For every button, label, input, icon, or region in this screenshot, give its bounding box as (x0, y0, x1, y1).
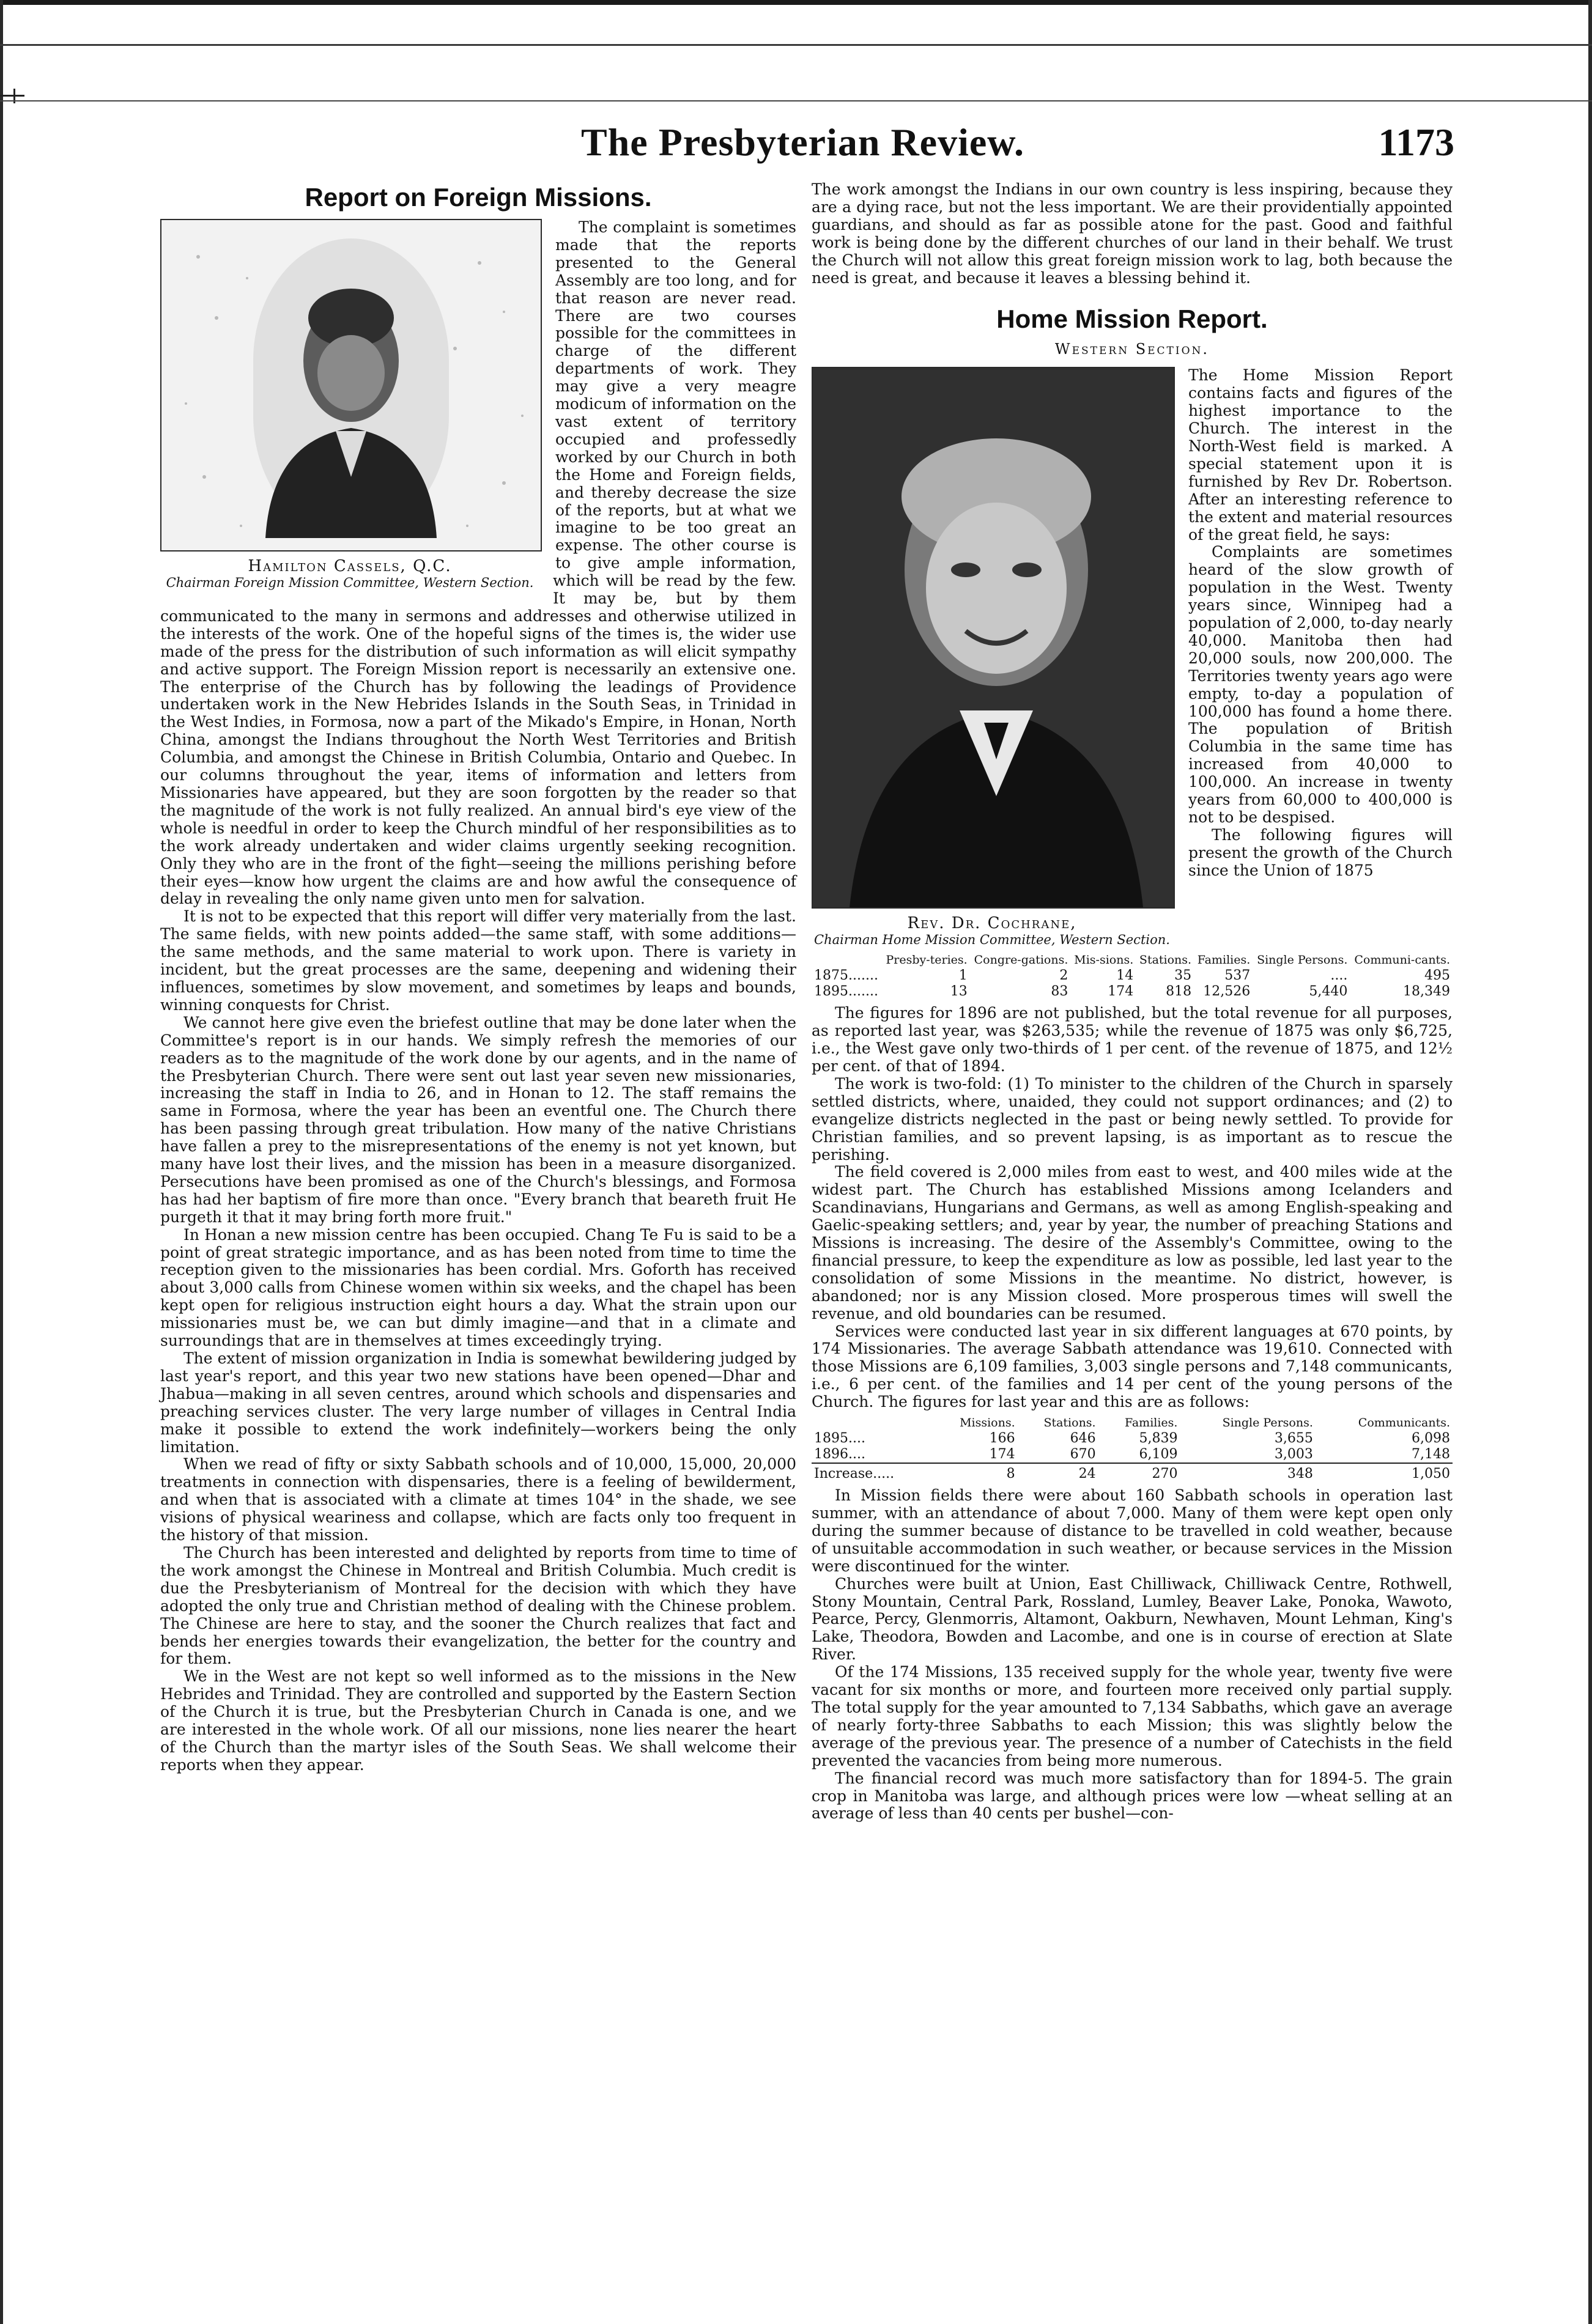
foreign-paragraph: When we read of fifty or sixty Sabbath schools and of 10,000, 15,000, 20,000 treatments in connection with dispensaries, there is a feeling of bewilderment, and when that is associated with a climate at times 104° in the shade, we see visions of physical weariness and collapse, which are facts only too frequent in the history of that mission. (160, 1455, 796, 1544)
table-cell: 3,655 (1274, 1431, 1313, 1447)
table-header-cell: Mis-sions. (1074, 953, 1134, 967)
table-cell: 1896.... (814, 1447, 865, 1463)
table-cell: .... (1330, 968, 1348, 984)
home-figure-caption (812, 915, 1172, 947)
left-column (160, 181, 796, 1774)
portrait-engraving (161, 220, 541, 550)
table-row (812, 1447, 1453, 1463)
table-cell: Increase..... (812, 1463, 932, 1482)
table-row (812, 1431, 1453, 1447)
foreign-paragraph: We in the West are not kept so well informed as to the missions in the New Hebrides and Trinidad. They are controlled and supported by the Eastern Section of the Church it is true, but the Presbyterian Church in Canada is one, and we are interested in the whole work. Of all our missions, none lies nearer the heart of the Church than the martyr isles of the South Seas. We shall welcome their reports when they appear. (160, 1667, 796, 1774)
table-header-cell: Communi-cants. (1354, 953, 1450, 967)
table-cell: 646 (1070, 1431, 1096, 1447)
page-edge-right (1588, 0, 1592, 2324)
table-header-cell: Congre-gations. (974, 953, 1068, 967)
figure-role: Chairman Foreign Mission Committee, Western Section. (166, 575, 534, 590)
portrait-dr-cochrane (812, 367, 1175, 909)
table-cell: 7,148 (1412, 1447, 1450, 1463)
foreign-figure-caption (160, 558, 539, 590)
figure-name: Hamilton Cassels, Q.C. (248, 557, 452, 575)
table-cell: 818 (1166, 984, 1192, 1000)
table-row (812, 968, 1453, 984)
foreign-missions-heading: Report on Foreign Missions. (305, 183, 652, 212)
running-title: The Presbyterian Review. (581, 120, 1024, 164)
page-edge-left (0, 0, 3, 2324)
table-header-cell (812, 952, 882, 968)
table-cell: 5,440 (1309, 984, 1348, 1000)
table-cell: 6,098 (1412, 1431, 1450, 1447)
table-header-cell: Families. (1124, 1416, 1178, 1430)
home-paragraph: Of the 174 Missions, 135 received supply for the whole year, twenty five were vacant for six months or more, and fourteen more received only partial supply. The total supply for the year amounted to 7,134 Sabbaths, which gave an average of nearly forty-three Sabbaths to each Mission; this was slightly below the average of the previous year. The presence of a number of Catechists in the field prevented the vacancies from being more numerous. (812, 1663, 1453, 1769)
foreign-paragraph: The Church has been interested and delighted by reports from time to time of the work amongst the Chinese in Montreal and British Columbia. Much credit is due the Presbyterianism of Montreal for the decision with which they have adopted the only true and Christian method of dealing with the Chinese problem. The Chinese are here to stay, and the sooner the Church realizes that fact and bends her energies towards their evangelization, the better for the country and for them. (160, 1543, 796, 1668)
table-cell: 3,003 (1274, 1447, 1313, 1463)
crop-mark (0, 95, 24, 97)
table-header-cell: Stations. (1043, 1416, 1096, 1430)
table-cell: 83 (1051, 984, 1068, 1000)
home-paragraph: Services were conducted last year in six different languages at 670 points, by 174 Missionaries. The average Sabbath attendance was 19,610. Connected with those Missions are 6,109 families, 3,003 single persons and 7,148 communicants, i.e., 6 per cent. of the families and 14 per cent of the young persons of the Church. The figures for last year and this are as follows: (812, 1322, 1453, 1411)
table-header-cell: Single Persons. (1222, 1416, 1313, 1430)
table-header-cell: Families. (1197, 953, 1251, 967)
table-cell: 18,349 (1403, 984, 1450, 1000)
home-paragraph: Churches were built at Union, East Chilliwack, Chilliwack Centre, Rothwell, Stony Mountain, Central Park, Rossland, Lumley, Beaver Lake, Ponoka, Wawoto, Pearce, Percy, Glenmorris, Altamont, Oakburn, Newhaven, Mount Lehman, King's Lake, Theodora, Bowden and Lacombe, and one is in course of erection at Slate River. (812, 1574, 1453, 1664)
table-cell: 174 (1108, 984, 1134, 1000)
table-header-row (812, 952, 1453, 968)
home-quote: Complaints are sometimes heard of the slow growth of population in the West. Twenty years since, Winnipeg had a population of 2,000, to-day nearly 40,000. Manitoba then had 20,000 souls, now 200,000. The Territories twenty years ago were empty, to-day a population of 100,000 has found a home there. The population of British Columbia in the same time has increased from 40,000 to 100,000. An increase in twenty years from 60,000 to 400,000 is not to be despised. (1188, 543, 1453, 826)
home-mission-heading: Home Mission Report. (996, 304, 1268, 334)
table-cell: 1 (958, 968, 968, 984)
right-column (812, 181, 1453, 1823)
foreign-paragraph: The extent of mission organization in India is somewhat bewildering judged by last year's report, and this year two new stations have been opened—Dhar and Jhabua—making in all seven centres, around which schools and dispensaries and preaching services cluster. The very large number of villages in Central India make it possible to extend the work indefinitely—workers being the only limitation. (160, 1349, 796, 1456)
table-cell: 2 (1059, 968, 1068, 984)
table-cell: 35 (1174, 968, 1192, 984)
figure-name: Rev. Dr. Cochrane, (907, 914, 1077, 933)
page-number: 1173 (1378, 120, 1454, 164)
table-header-row (812, 1415, 1453, 1431)
table-header-cell: Communicants. (1358, 1416, 1450, 1430)
running-head-rule (0, 100, 1592, 101)
table-cell: 270 (1098, 1463, 1180, 1482)
table-cell: 166 (989, 1431, 1015, 1447)
scan-crop-rule (0, 44, 1592, 46)
foreign-intro: The complaint is sometimes made that the reports presented to the General Assembly are too long, and for that reason are never read. There are two courses possible for the committees in charge of the different departments of work. They may give a very meagre modicum of information on the vast extent of territory occupied and professedly worked by our Church in both the Home and Foreign fields, and thereby decrease the size of the reports, but at what we imagine to be too great an expense. The other course is to give ample information, which will be read by the few. It may be, but by them communicated to the many in sermons and addresses and otherwise utilized in the interests of the work. One of the hopeful signs of the times is, the wider use made of the press for the distribution of such information as will elicit sympathy and active support. The Foreign Mission report is necessarily an extensive one. The enterprise of the Church has by following the leadings of Providence undertaken work in the New Hebrides Islands in the South Seas, in Trinidad in the West Indies, in Formosa, now a part of the Mikado's Empire, in Honan, North China, amongst the Indians throughout the North West Territories and British Columbia, and amongst the Chinese in British Columbia, Ontario and Quebec. In our columns throughout the year, items of information and letters from Missionaries have appeared, but they are soon forgotten by the reader so that the magnitude of the work is not fully realized. An annual bird's eye view of the whole is needful in order to keep the Church mindful of her responsibilities as to the work already undertaken and wider claims urgently seeking recognition. Only they who are in the front of the fight—seeing the millions perishing before their eyes—know how urgent the claims are and how awful the consequence of delay in revealing the only name given unto men for salvation. (160, 218, 796, 908)
table-cell: 174 (989, 1447, 1015, 1463)
table-cell: 1,050 (1316, 1463, 1453, 1482)
home-paragraph: In Mission fields there were about 160 Sabbath schools in operation last summer, with an attendance of about 7,000. Many of them were kept open only during the summer because of distance to be travelled in cold weather, because of unsuitable accommodation in such weather, or because services in the Mission were discontinued for the winter. (812, 1486, 1453, 1575)
table-cell: 348 (1180, 1463, 1315, 1482)
home-intro: The Home Mission Report contains facts and figures of the highest importance to the Church. The interest in the North-West field is marked. A special statement upon it is furnished by Rev Dr. Robertson. After an interesting reference to the extent and material resources of the great field, he says: (1188, 366, 1453, 544)
home-paragraph: The field covered is 2,000 miles from east to west, and 400 miles wide at the widest part. The Church has established Missions among Icelanders and Scandinavians, Hungarians and Germans, as well as among English-speaking and Gaelic-speaking settlers; and, year by year, the number of preaching Stations and Missions is increasing. The desire of the Assembly's Committee, owing to the financial pressure, to keep the expenditure as low as possible, led last year to the consolidation of some Missions in the meantime. No district, however, is abandoned; nor is any Mission closed. More prosperous times will swell the revenue, and old boundaries can be resumed. (812, 1163, 1453, 1322)
table-cell: 537 (1224, 968, 1251, 984)
foreign-paragraph: In Honan a new mission centre has been occupied. Chang Te Fu is said to be a point of great strategic importance, and as has been noted from time to time the reception given to the missionaries has been cordial. Mrs. Goforth has received about 3,000 calls from Chinese women within six weeks, and the chapel has been kept open for religious instruction eight hours a day. What the strain upon our missionaries must be, we can but dimly imagine—and that in a climate and surroundings that are in themselves at times exceedingly trying. (160, 1225, 796, 1350)
table-cell: 1875....... (814, 968, 878, 984)
table-cell: 1895....... (814, 984, 878, 1000)
missions-comparison-table (812, 1415, 1453, 1482)
table-cell: 13 (950, 984, 968, 1000)
table-header-cell: Single Persons. (1257, 953, 1348, 967)
table-cell: 12,526 (1203, 984, 1251, 1000)
table-cell: 8 (932, 1463, 1018, 1482)
home-paragraph: The work is two-fold: (1) To minister to the children of the Church in sparsely settled districts, where, unaided, they could not support ordinances; and (2) to evangelize districts neglected in the past or being newly settled. To provide for Christian families, and so prevent lapsing, is as important as to rescue the perishing. (812, 1074, 1453, 1164)
table-header-cell: Presby-teries. (886, 953, 968, 967)
foreign-paragraph: It is not to be expected that this report will differ very materially from the last. The same fields, with new points added—the same staff, with some additions—the same methods, and the same material to work upon. There is variety in incident, but the great processes are the same, deepening and widening their influences, sometimes by slow movement, and sometimes by leaps and bounds, winning conquests for Christ. (160, 907, 796, 1014)
table-header-cell: Stations. (1139, 953, 1192, 967)
table-cell: 14 (1116, 968, 1134, 984)
page-edge-top (0, 0, 1592, 5)
figure-role: Chairman Home Mission Committee, Western Section. (814, 932, 1170, 948)
table-cell: 6,109 (1139, 1447, 1178, 1463)
table-cell: 495 (1424, 968, 1450, 984)
table-header-cell (812, 1415, 932, 1431)
table-total-row (812, 1463, 1453, 1482)
table-row (812, 984, 1453, 1000)
table-cell: 670 (1070, 1447, 1096, 1463)
portrait-hamilton-cassels (160, 219, 542, 551)
table-cell: 1895.... (814, 1431, 865, 1447)
foreign-paragraph-continued: The work amongst the Indians in our own country is less inspiring, because they are a dying race, but not the less important. We are their providentially appointed guardians, and should as far as possible atone for the past. Good and faithful work is being done by the different churches of our land in their behalf. We trust the Church will not allow this great foreign mission work to lag, both because the need is great, and because it leaves a blessing behind it. (812, 180, 1453, 287)
home-paragraph: The figures for 1896 are not published, but the total revenue for all purposes, as reported last year, was $263,535; while the revenue of 1875 was only $6,725, i.e., the West gave only two-thirds of 1 per cent. of the revenue of 1875, and 12½ per cent. of that of 1894. (812, 1004, 1453, 1075)
church-growth-table (812, 952, 1453, 1000)
home-paragraph: The financial record was much more satisfactory than for 1894-5. The grain crop in Manitoba was large, and although prices were low —wheat selling at an average of less than 40 cents per bushel—con- (812, 1769, 1453, 1823)
growth-intro: The following figures will present the growth of the Church since the Union of 1875 (1188, 825, 1453, 879)
home-mission-subheading: Western Section. (1054, 341, 1210, 358)
running-head (0, 120, 1592, 175)
table-cell: 24 (1018, 1463, 1098, 1482)
foreign-paragraph: We cannot here give even the briefest outline that may be done later when the Committee's report is in our hands. We simply refresh the memories of our readers as to the magnitude of the work done by our agents, and in the name of the Presbyterian Church. There were sent out last year seven new missionaries, increasing the staff in India to 26, and in Honan to 12. The staff remains the same in Formosa, where the year has been an eventful one. The Church there has been passing through great tribulation. How many of the native Christians have fallen a prey to the misrepresentations of the enemy is not yet known, but many have lost their lives, and the mission has been in a measure disorganized. Persecutions have been promised as one of the Church's blessings, and Formosa has had her baptism of fire more than once. "Every branch that beareth fruit He purgeth it that it may bring forth more fruit." (160, 1013, 796, 1226)
table-header-cell: Missions. (960, 1416, 1015, 1430)
portrait-photograph (813, 368, 1174, 907)
table-cell: 5,839 (1139, 1431, 1178, 1447)
